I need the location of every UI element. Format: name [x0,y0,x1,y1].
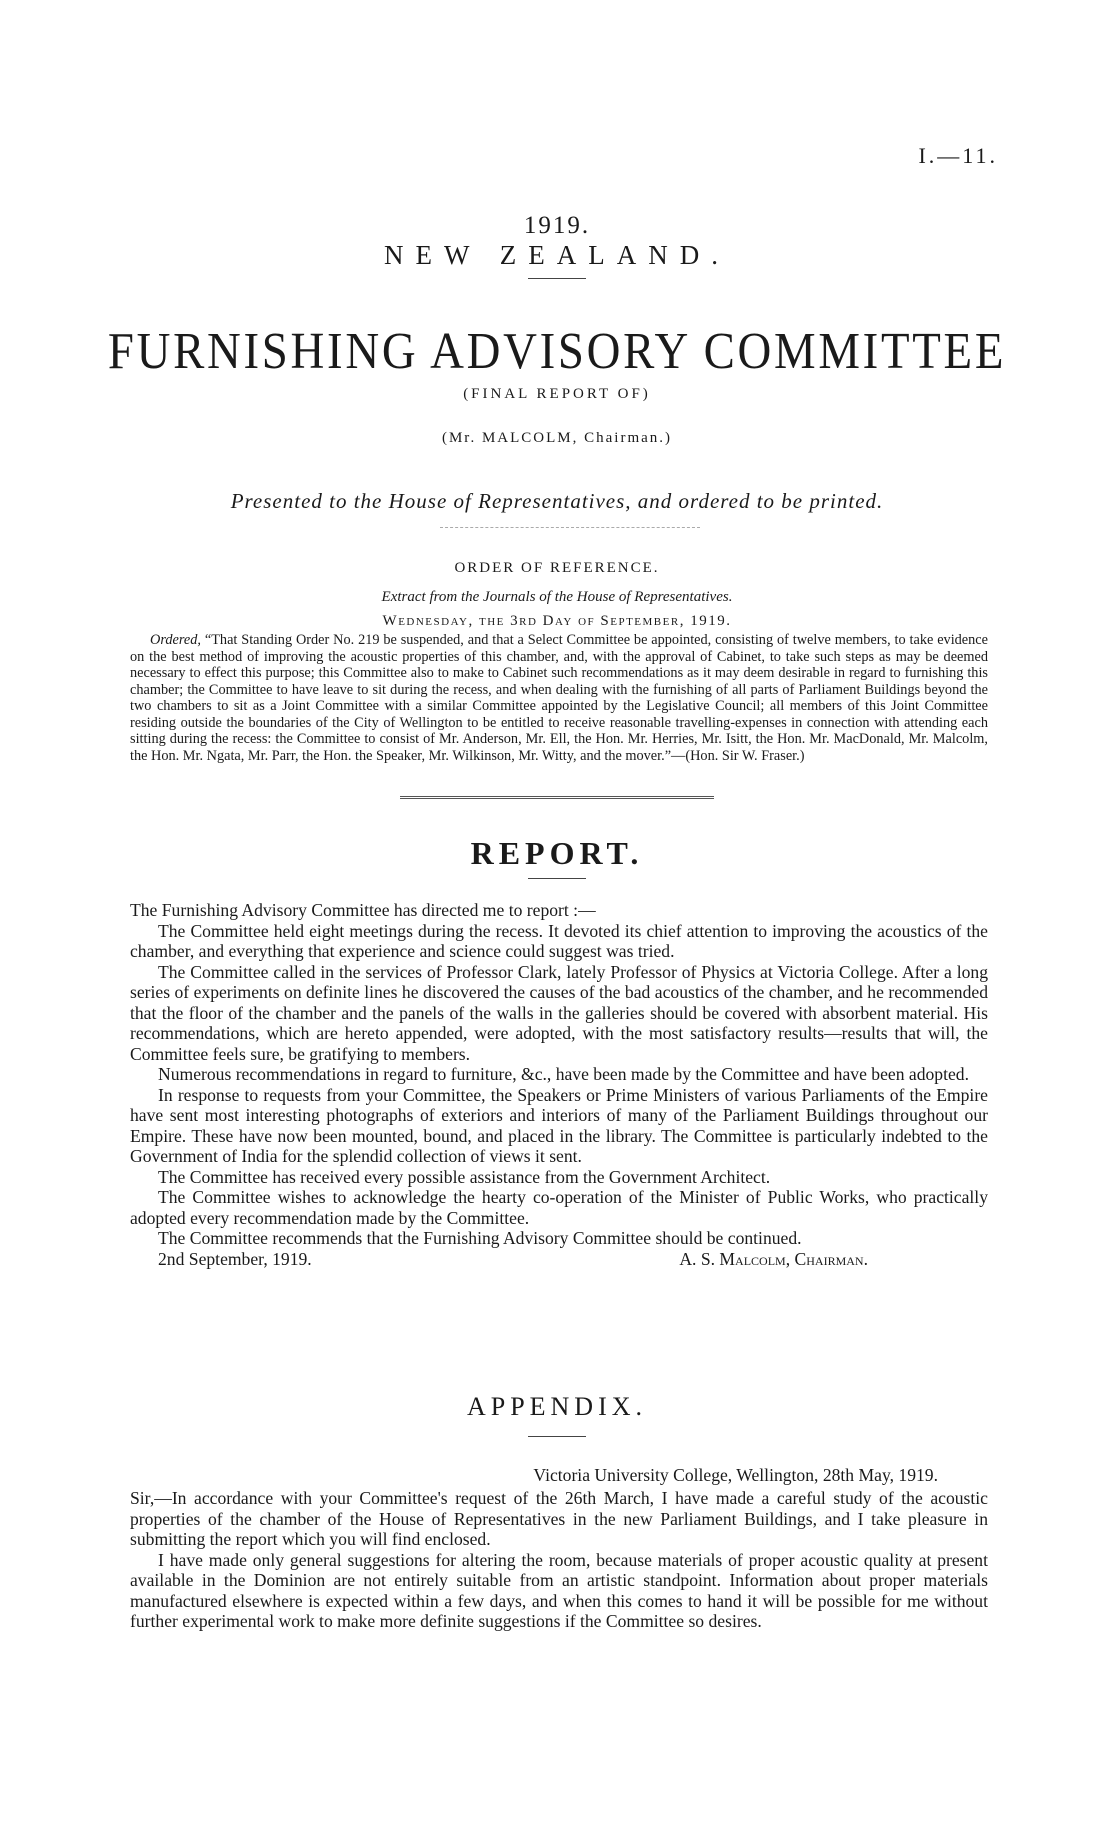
paper-reference: I.—11. [918,143,998,168]
order-date: Wednesday, the 3rd Day of September, 1919. [382,613,732,629]
report-paragraph: The Committee called in the services of Professor Clark, lately Professor of Physics at Victoria College. After a long series of experiments on definite lines he discovered the causes of the bad acoustics of the chamber, and he recommended that the floor of the chamber and the panels of the walls in the galleries should be covered with absorbent material. His recommendations, which are hereto appended, were adopted, with the most satisfactory results—results that will, the Committee feels sure, be gratifying to members. [130,961,988,1064]
report-heading: REPORT. [470,835,644,871]
report-paragraph: Numerous recommendations in regard to furniture, &c., have been made by the Committee and have been adopted. [158,1064,969,1084]
chairman-line: (Mr. MALCOLM, Chairman.) [441,430,673,446]
appendix-paragraph: Sir,—In accordance with your Committee's request of the 26th March, I have made a careful study of the acoustic properties of the chamber of the House of Representatives in the new Parliament Buildings, and I take pleasure in submitting the report which you will find enclosed. [130,1488,988,1549]
appendix-body [130,1488,988,1632]
dotted-divider [440,527,700,528]
letter-address: Victoria University College, Wellington, 28th May, 1919. [533,1465,938,1485]
report-paragraph: The Committee recommends that the Furnishing Advisory Committee should be continued. [158,1228,802,1248]
divider [528,1436,586,1437]
section-divider [400,796,714,799]
document-title: FURNISHING ADVISORY COMMITTEE [107,323,1007,380]
presented-line: Presented to the House of Representatives, and ordered to be printed. [230,489,884,513]
report-paragraph: The Committee held eight meetings during the recess. It devoted its chief attention to improving the acoustics of the chamber, and everything that experience and science could suggest was tried. [130,920,988,961]
report-paragraph: The Committee has received every possible assistance from the Government Architect. [158,1166,771,1187]
ordered-label: Ordered, [150,632,201,648]
report-body [130,900,988,1269]
appendix-paragraph: I have made only general suggestions for altering the room, because materials of proper acoustic quality at present available in the Dominion are not entirely suitable from an artistic standpoint. Information about proper materials manufactured elsewhere is expected within a few days, and when this comes to hand it will be possible for me without further experimental work to make more definite suggestions if the Committee so desires. [130,1549,988,1631]
order-of-reference-heading: ORDER OF REFERENCE. [454,560,660,576]
report-date: 2nd September, 1919. [158,1248,312,1269]
country-heading: NEW ZEALAND. [384,240,730,270]
report-paragraph: In response to requests from your Committee, the Speakers or Prime Ministers of various Parliaments of the Empire have sent most interesting photographs of exteriors and interiors of many of the Parliament Buildings throughout our Empire. These have now been mounted, bound, and placed in the library. The Committee is particularly indebted to the Government of India for the splendid collection of views it sent. [130,1084,988,1166]
appendix-heading: APPENDIX. [466,1392,648,1421]
report-paragraph: The Furnishing Advisory Committee has directed me to report :— [130,900,596,920]
journal-extract-line: Extract from the Journals of the House of Representatives. [381,589,733,605]
report-paragraph: The Committee wishes to acknowledge the hearty co-operation of the Minister of Public Works, who practically adopted every recommendation made by the Committee. [130,1187,988,1228]
year: 1919. [523,212,591,239]
order-body: “That Standing Order No. 219 be suspended, and that a Select Committee be appointed, consisting of twelve members, to take evidence on the best method of improving the acoustic properties of this chamber, and, with the approval of Cabinet, to take such steps as may be deemed necessary to effect this purpose; this Committee also to make to Cabinet such recommendations as it may deem desirable in regard to furnishing this chamber; the Committee to have leave to sit during the recess, and when dealing with the furnishing of all parts of Parliament Buildings beyond the two chambers to sit as a Joint Committee with a similar Committee appointed by the Legislative Council; all members of this Joint Committee residing outside the boundaries of the City of Wellington to be entitled to receive reasonable travelling-expenses in connection with attending each sitting during the recess: the Committee to consist of Mr. Anderson, Mr. Ell, the Hon. Mr. Herries, Mr. Isitt, the Hon. Mr. MacDonald, Mr. Malcolm, the Hon. Mr. Ngata, Mr. Parr, the Hon. the Speaker, Mr. Wilkinson, Mr. Witty, and the mover.”—(Hon. Sir W. Fraser.) [130,632,988,764]
signature-line [130,1249,988,1270]
order-of-reference-text [130,632,988,764]
document-subtitle: (FINAL REPORT OF) [463,386,651,402]
divider [528,278,586,279]
divider [528,878,586,879]
signature: A. S. Malcolm, Chairman. [679,1248,868,1269]
